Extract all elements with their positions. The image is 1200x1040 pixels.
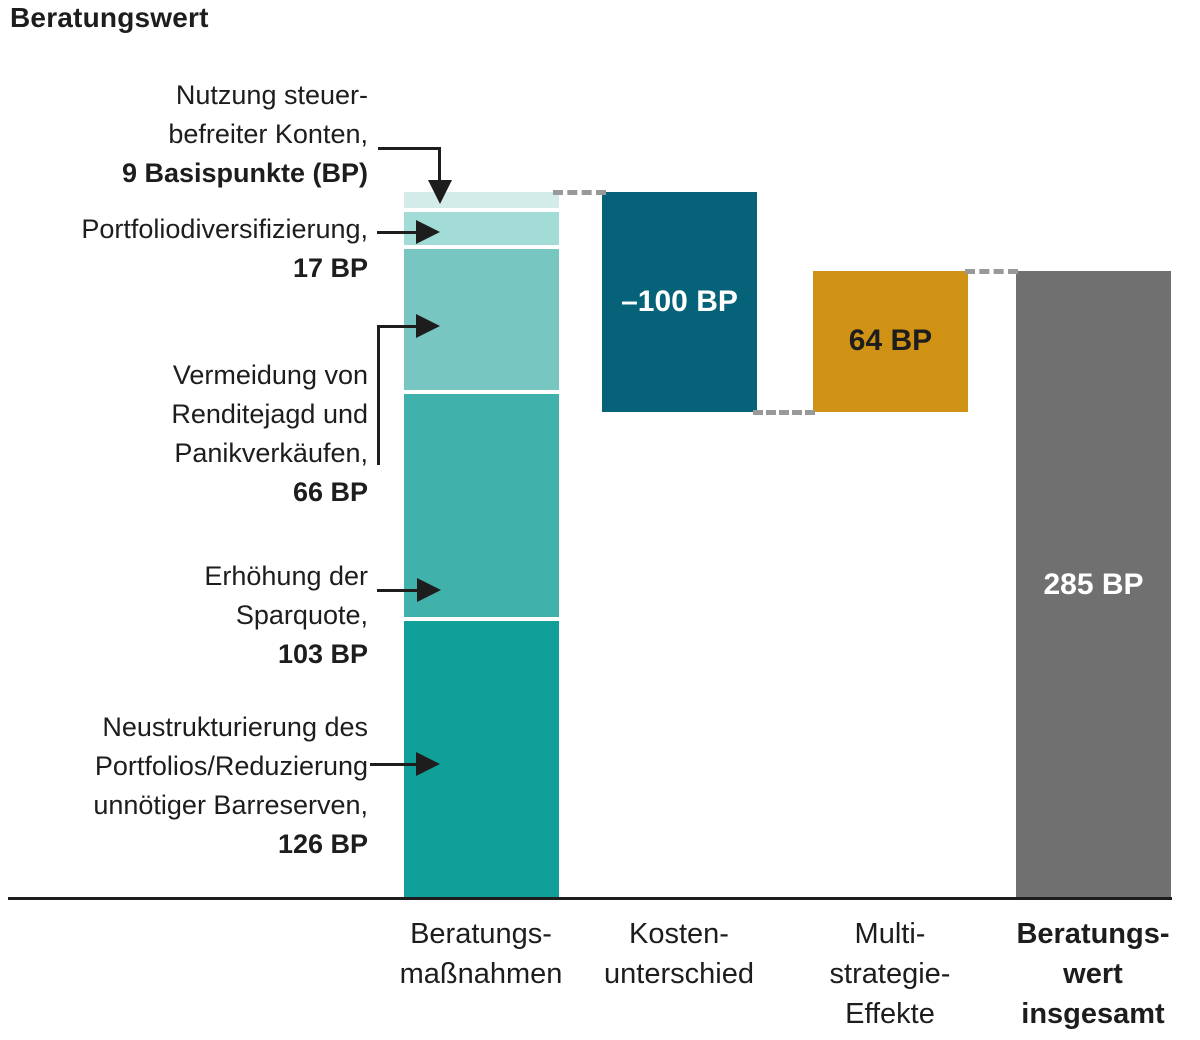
bar-beratungswert-insgesamt: [1016, 271, 1171, 898]
axis-label-multistrategie: Multi- strategie- Effekte: [829, 918, 951, 1030]
annotation-renditejagd-panikverkaeufe: Vermeidung von Renditejagd und Panikverkäufen, 66 BP: [171, 356, 368, 512]
dashed-connector-bottom-middle: [753, 410, 815, 415]
bar-value-label-kostenunterschied: –100 BP: [621, 284, 738, 318]
annotation-value-17bp: 17 BP: [292, 253, 368, 283]
axis-label-beratungswert-insgesamt: Beratungs- wert insgesamt: [1016, 918, 1170, 1030]
annotation-value-126bp: 126 BP: [277, 829, 368, 859]
annotation-steuerbefreite-konten: Nutzung steuer- befreiter Konten, 9 Basispunkte (BP): [122, 76, 368, 193]
arrow-head-down-icon: [428, 180, 452, 204]
arrow-line-sparquote: [377, 589, 419, 592]
axis-label-kostenunterschied: Kosten- unterschied: [604, 918, 754, 990]
arrow-head-right-icon: [416, 220, 440, 244]
arrow-line-neustrukturierung: [370, 763, 418, 766]
arrow-head-right-icon: [417, 578, 441, 602]
arrow-head-right-icon: [416, 314, 440, 338]
annotation-value-103bp: 103 BP: [277, 639, 368, 669]
x-axis-line: [8, 897, 1172, 900]
arrow-line-steuerbefreite-konten-vertical: [438, 147, 441, 181]
chart-title: Beratungswert: [10, 2, 209, 33]
axis-label-beratungsmassnahmen: Beratungs- maßnahmen: [399, 918, 563, 990]
arrow-line-portfoliodiversifizierung: [377, 231, 417, 234]
annotation-value-66bp: 66 BP: [292, 477, 368, 507]
dashed-connector-top-left: [553, 190, 606, 195]
arrow-line-renditejagd: [377, 325, 418, 328]
annotation-value-9bp: 9 Basispunkte (BP): [121, 158, 368, 188]
arrow-line-renditejagd-vertical: [377, 325, 380, 465]
bar-value-label-insgesamt: 285 BP: [1043, 567, 1144, 601]
bar-multistrategie: [813, 271, 968, 412]
stacked-bar-beratungsmassnahmen: [404, 192, 559, 898]
annotation-neustrukturierung: Neustrukturierung des Portfolios/Reduzierung unnötiger Barreserven, 126 BP: [93, 708, 368, 864]
annotation-sparquote: Erhöhung der Sparquote, 103 BP: [204, 557, 368, 674]
annotation-portfoliodiversifizierung: Portfoliodiversifizierung, 17 BP: [81, 210, 368, 288]
arrow-head-right-icon: [416, 752, 440, 776]
bar-value-label-multistrategie: 64 BP: [848, 324, 933, 358]
arrow-line-steuerbefreite-konten: [378, 147, 441, 150]
bar-kostenunterschied: [602, 192, 757, 412]
dashed-connector-top-right: [965, 269, 1018, 274]
